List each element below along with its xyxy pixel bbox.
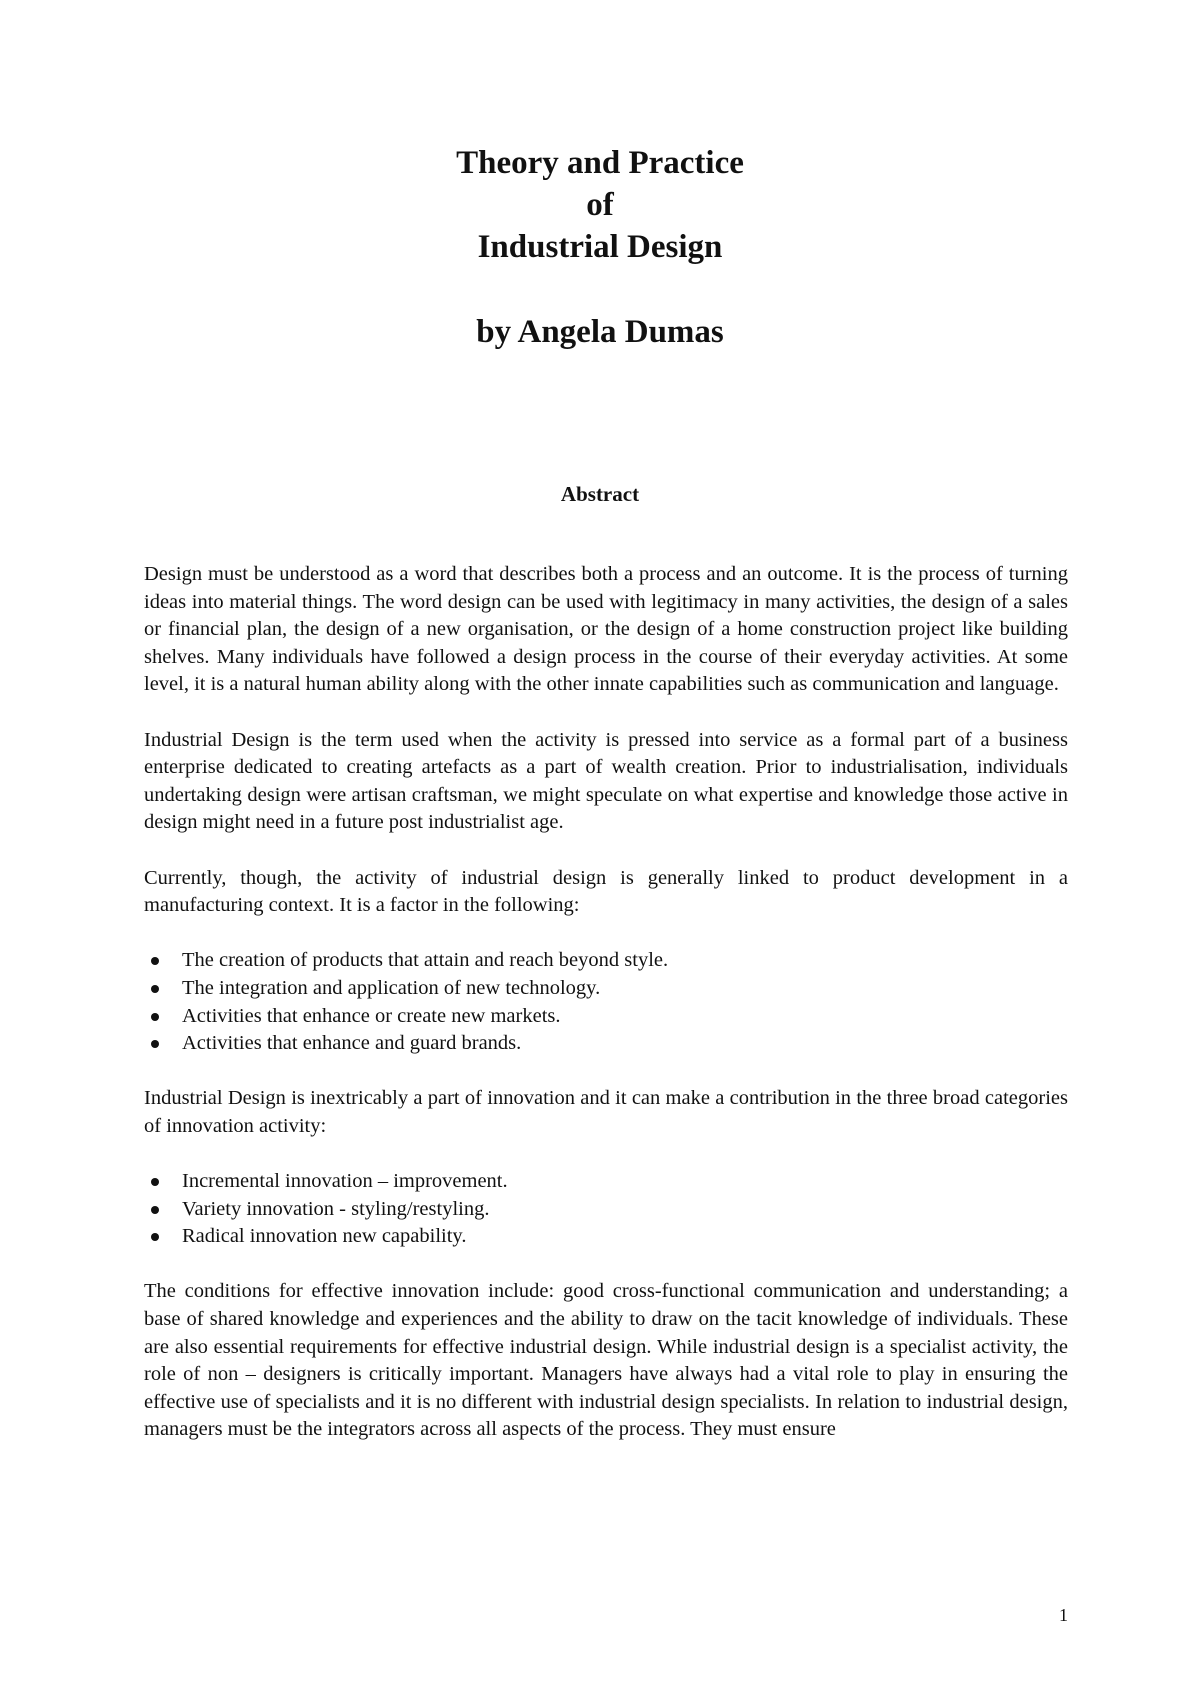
abstract-heading: Abstract bbox=[560, 482, 640, 506]
bullet-icon bbox=[151, 985, 159, 993]
bullet-icon bbox=[151, 1233, 159, 1241]
paragraph-design-definition: Design must be understood as a word that describes both a process and an outcome. It is the process of turning ideas into material things. The word design can be used with legitimacy in many activities, the design of a sales or financial plan, the design of a new organisation, or the design of a home construction project like building shelves. Many individuals have followed a design process in the course of their everyday activities. At some level, it is a natural human ability along with the other innate capabilities such as communication and language. bbox=[144, 563, 1068, 696]
list-item bbox=[144, 1168, 1068, 1196]
list-item bbox=[144, 1003, 1068, 1031]
title-line-3: Industrial Design bbox=[477, 229, 723, 265]
list-item-text: Activities that enhance or create new markets. bbox=[182, 1004, 561, 1027]
bullet-icon bbox=[151, 1013, 159, 1021]
list-item-text: Variety innovation - styling/restyling. bbox=[182, 1197, 490, 1220]
list-item-text: Activities that enhance and guard brands. bbox=[182, 1032, 522, 1055]
paragraph-conditions: The conditions for effective innovation include: good cross-functional communication and understanding; a base of shared knowledge and experiences and the ability to draw on the tacit knowledge of individuals. These are also essential requirements for effective industrial design. While industrial design is a specialist activity, the role of non – designers is critically important. Managers have always had a vital role to play in ensuring the effective use of specialists and it is no different with industrial design specialists. In relation to industrial design, managers must be the integrators across all aspects of the process. They must ensure bbox=[144, 1280, 1068, 1441]
list-item bbox=[144, 1196, 1068, 1224]
bullet-icon bbox=[151, 957, 159, 965]
document-title bbox=[0, 142, 1200, 268]
factor-bullet-list bbox=[144, 947, 1068, 1057]
list-item bbox=[144, 975, 1068, 1003]
bullet-icon bbox=[151, 1040, 159, 1048]
list-item-text: Incremental innovation – improvement. bbox=[182, 1170, 508, 1193]
list-item-text: Radical innovation new capability. bbox=[182, 1225, 467, 1248]
list-item bbox=[144, 947, 1068, 975]
list-item-text: The creation of products that attain and reach beyond style. bbox=[182, 949, 669, 972]
paragraph-industrial-design-term: Industrial Design is the term used when the activity is pressed into service as a formal part of a business enterprise dedicated to creating artefacts as a part of wealth creation. Prior to industrialisation, individuals undertaking design were artisan craftsman, we might speculate on what expertise and knowledge those active in design might need in a future post industrialist age. bbox=[144, 728, 1068, 834]
title-line-1: Theory and Practice bbox=[456, 145, 744, 181]
abstract-body bbox=[144, 561, 1068, 1472]
paragraph-current-activity: Currently, though, the activity of industrial design is generally linked to product development in a manufacturing context. It is a factor in the following: bbox=[144, 866, 1068, 917]
title-line-2: of bbox=[586, 187, 614, 223]
list-item bbox=[144, 1030, 1068, 1058]
bullet-icon bbox=[151, 1206, 159, 1214]
innovation-bullet-list bbox=[144, 1168, 1068, 1251]
paragraph-innovation: Industrial Design is inextricably a part of innovation and it can make a contribution in the three broad categories of innovation activity: bbox=[144, 1087, 1068, 1137]
bullet-icon bbox=[151, 1178, 159, 1186]
list-item-text: The integration and application of new technology. bbox=[182, 976, 601, 999]
page-number: 1 bbox=[1059, 1605, 1068, 1625]
list-item bbox=[144, 1223, 1068, 1251]
author-byline: by Angela Dumas bbox=[476, 314, 724, 350]
